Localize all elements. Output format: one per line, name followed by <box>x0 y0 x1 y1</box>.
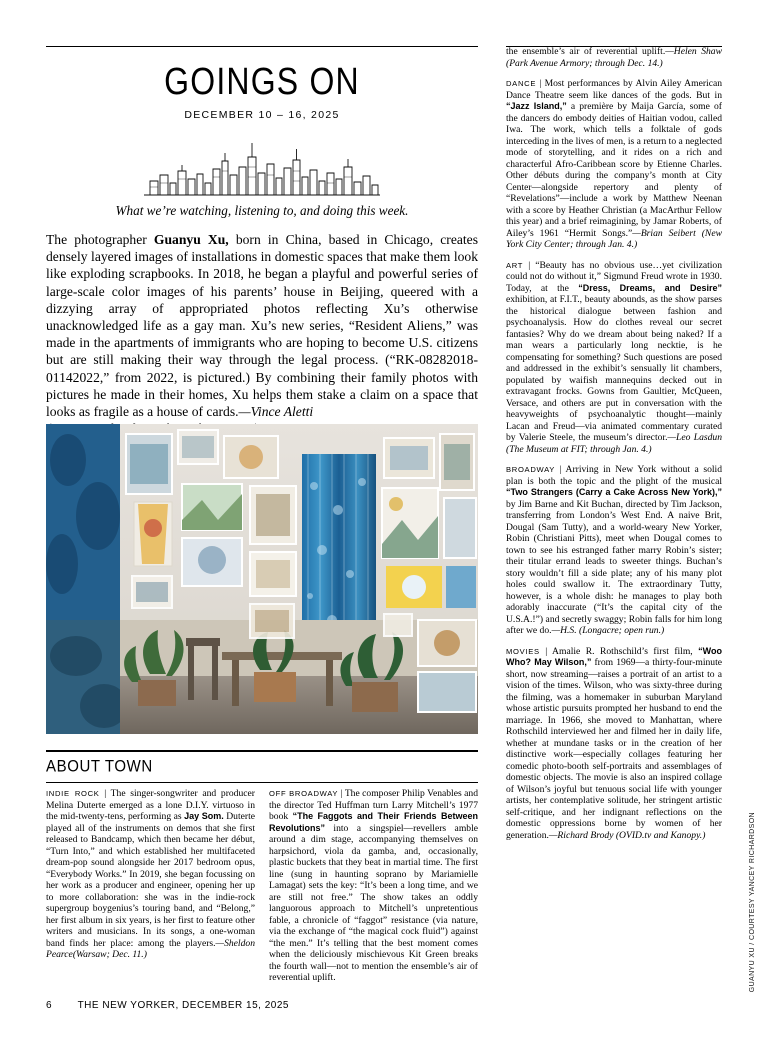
artwork-photograph <box>46 424 478 734</box>
about-town-rule <box>46 750 478 752</box>
masthead <box>46 60 478 219</box>
block-broadway <box>506 464 722 637</box>
about-town-rule-2 <box>46 782 478 783</box>
column-indie-rock <box>46 788 255 984</box>
rubric-separator: | <box>523 259 536 271</box>
art-venue: (The Museum at FIT; through Jan. 4.) <box>506 443 652 455</box>
continuation-credit-name: Helen Shaw <box>673 46 722 57</box>
dance-credit-dash: — <box>632 227 641 239</box>
broadway-venue: (Longacre; open run.) <box>576 625 665 636</box>
continuation-text: the ensemble’s air of reverential uplift. <box>506 46 666 57</box>
block-movies <box>506 646 722 842</box>
movies-text-1: Amalie R. Rothschild’s first film, <box>552 645 699 657</box>
lede-paragraph <box>46 231 478 437</box>
rubric-broadway: BROADWAY <box>506 465 556 474</box>
continuation-credit-dash: — <box>665 46 674 57</box>
artist-name: Guanyu Xu, <box>153 232 229 247</box>
about-town-columns <box>46 788 478 984</box>
art-text-2: exhibition, at F.I.T., beauty abounds, as the show parses the historical dialogue between fashion and psychoanalysis. How do clothes reveal our secret fantasies? Why do we dream about being naked? If a man wears a particularly long necktie, is he compensating for something? Such questions are posed and addressed in the exhibit’s sensually lit chambers, populated by waifish mannequins decked out in extravagant frocks. Gowns from Gaultier, McQueen, Versace, and others are put in conversation with the heavyweights of psychoanalytic thought—mainly Lacan and Freud—via animated commentary curated by Valerie Steele, the museum’s director. <box>506 294 722 443</box>
indie-rock-text-2: Duterte played all of the instruments on demos that she first released to Bandcamp, which then became her début, “Turn Into,” and which established her multifaceted dream-pop sound alongside her 2017 bedroom opus, “Everybody Works.” In 2019, she began focussing on her work as a producer and engineer, opening her up to more collaboration: she was in the indie-rock supergroup boygenius’s touring band, and “Belong,” her first album in six years, is her first to feature other writers and musicians. In its songs, a one-woman band finds her place: among the players. <box>46 811 255 949</box>
broadway-credit-dash: — <box>551 625 561 636</box>
dance-work-title: “Jazz Island,” <box>506 101 567 111</box>
lede-text-a: The photographer <box>46 232 154 247</box>
art-exhibition-title: “Dress, Dreams, and Desire” <box>578 282 723 293</box>
page-title: GOINGS ON <box>164 60 360 103</box>
right-column <box>506 46 722 850</box>
dance-text-1: Most performances by Alvin Ailey American Dance Theatre seem like dances of the gods. But in <box>506 78 723 101</box>
photo-credit: GUANYU XU / COURTESY YANCEY RICHARDSON <box>749 811 756 992</box>
art-credit-name: Leo Lasdun <box>676 432 723 443</box>
movies-text-2: from 1969—a thirty-four-minute short, now streaming—raises a portrait of an artist to a vision of the times. Wilson, who was sixty-three during the filming, was a homemaker in suburban Maryland whose artistic pursuits prompted her husband to end the marriage. In 1966, she moved to Manhattan, where Rothschild interviewed her and filmed her in daily life, whether at mundane tasks or in the creation of her distinctive work—especially collages featuring her comedic photo-booth self-portraits and assemblages of domestic objects. The movie is also an inspired collage of Wilson’s joyful but tenuous social life with younger artists, her contemplative solitude, her stringent artistic self-critique, and her indignant reflections on the domestic oppressions borne by women of her generation. <box>506 657 723 841</box>
art-text-1: “Beauty has no obvious use…yet civilization could not do without it,” Sigmund Freud wrote in 1930. Today, at the <box>506 259 723 294</box>
indie-rock-credit-name: Sheldon Pearce <box>46 937 255 960</box>
off-broadway-text-1: The composer Philip Venables and the director Ted Huffman turn Larry Mitchell’s 1977 book <box>269 788 478 822</box>
indie-rock-venue: (Warsaw; Dec. 11.) <box>72 949 147 960</box>
broadway-text-1: Arriving in New York without a solid plan is both the topic and the plight of the musical <box>506 464 722 487</box>
continuation-paragraph <box>506 46 722 69</box>
off-broadway-work-title: “The Faggots and Their Friends Between Revolutions” <box>269 811 478 833</box>
movies-credit-dash: — <box>548 829 558 841</box>
rubric-off-broadway: OFF BROADWAY <box>269 789 339 798</box>
lede-credit-dash: — <box>238 404 251 420</box>
section-heading-about-town: ABOUT TOWN <box>46 757 153 777</box>
rubric-separator: | <box>338 788 345 799</box>
movies-credit-name: Richard Brody <box>557 829 614 841</box>
skyline-illustration <box>142 131 382 197</box>
rubric-dance: DANCE <box>506 79 537 88</box>
rubric-indie-rock: INDIE ROCK <box>46 789 100 798</box>
block-art <box>506 260 722 456</box>
lede-text-b: born in China, based in Chicago, creates densely layered images of installations in domestic spaces that make them look like exploding scrapbooks. In 2018, he began a playful and powerful series of large-scale color images of his parents’ house in Beijing, queered with a dizzying array of appropriated photos reflecting Xu’s otherwise unacknowledged life as a gay man. Xu’s new series, “Resident Aliens,” was made in the apartments of immigrants who are hoping to become U.S. citizens but are still making their way through the legal process. (“RK-08282018-01142022,” from 2022, is pictured.) By combining their family photos with pictures he made in their homes, Xu helps them stake a claim on a space that looks as fragile as a house of cards. <box>46 232 478 420</box>
lede-credit-name: Vince Aletti <box>250 404 314 420</box>
movies-film-title: “Woo Who? May Wilson,” <box>506 645 722 667</box>
dateline: DECEMBER 10 – 16, 2025 <box>184 109 340 121</box>
indie-rock-text-1: The singer-songwriter and producer Melina Duterte emerged as a lone D.I.Y. virtuoso in the mid-twenty-tens, performing as <box>46 788 255 822</box>
continuation-venue: (Park Avenue Armory; through Dec. 14.) <box>506 57 663 69</box>
off-broadway-text-2: into a singspiel—revellers amble around a dim stage, accompanying themselves on harpsichord, viola da gamba, and, occasionally, plastic buckets that they beat in martial time. The first line (sung in haunting soprano by Mariamielle Lamagat) sets the key: “It’s been a long time, and we are still not free.” The show takes an oddly languorous approach to Mitchell’s unpretentious fable, a chronicle of “faggot” resistance (via nature, via the exchange of “the magical cock fluid”) against “the men.” It’s telling that the best moment comes when the deliciously mischievous Kit Green breaks the fourth wall—not to mention the ensemble’s air of reverential uplift. <box>269 822 478 983</box>
indie-rock-credit-dash: — <box>215 937 225 949</box>
left-column <box>46 46 478 437</box>
block-dance <box>506 78 722 251</box>
column-off-broadway <box>269 788 478 984</box>
broadway-musical-title: “Two Strangers (Carry a Cake Across New York),” <box>506 487 722 497</box>
rubric-movies: MOVIES <box>506 646 540 656</box>
rubric-separator: | <box>536 78 545 89</box>
folio-magazine-line: THE NEW YORKER, DECEMBER 15, 2025 <box>77 1000 289 1011</box>
folio-page-number: 6 <box>46 1000 52 1011</box>
rubric-art: ART <box>506 260 524 270</box>
rubric-separator: | <box>555 464 566 475</box>
broadway-credit-name: H.S. <box>560 625 577 636</box>
dance-credit-name: Brian Seibert <box>640 227 696 239</box>
dance-venue: (New York City Center; through Jan. 4.) <box>506 227 722 250</box>
art-credit-dash: — <box>667 432 677 443</box>
movies-venue: (OVID.tv and Kanopy.) <box>613 829 706 841</box>
rubric-separator: | <box>539 645 553 657</box>
broadway-text-2: by Jim Barne and Kit Buchan, directed by Tim Jackson, transferring from London’s West End. A naive Brit, Dougal (Sam Tutty), and a world-weary New Yorker, Robin (Christiani Pitts), meet when Dougal comes to town to see his estranged father marry Robin’s sister; their titular errand leads to sweeter things. Buchan’s story wouldn’t fill a side plate; any of his many plot holes could swallow it. The extraordinary Tutty, however, is a whole dish: he manages to play both adorably inaccurate (“It’s the capital city of the U.S.A.!”) and secretly swaggy; Robin falls for him long after we do. <box>506 498 722 636</box>
indie-rock-artist: Jay Som. <box>184 811 224 821</box>
page-footer <box>46 1000 289 1011</box>
rubric-separator: | <box>99 788 111 799</box>
dance-text-2: a première by Maija García, some of the dancers do embody deities of Haitian vodou, called Iwa. The work, which tells a folktale of gods interceding in the lives of men, is a return to a neglected mode of storytelling, and it rides on a rich and characterful Afro-Caribbean score by Etienne Charles. Other débuts during the company’s month at City Center—alongside repertory and plenty of “Revelations”—include a work by Matthew Neenan with a score by Heather Christian (a MacArthur Fellow this year) and a brief reimagining, by Jamar Roberts, of Ailey’s 1961 “Hermit Songs.” <box>506 101 722 239</box>
tagline: What we’re watching, listening to, and doing this week. <box>115 203 409 218</box>
